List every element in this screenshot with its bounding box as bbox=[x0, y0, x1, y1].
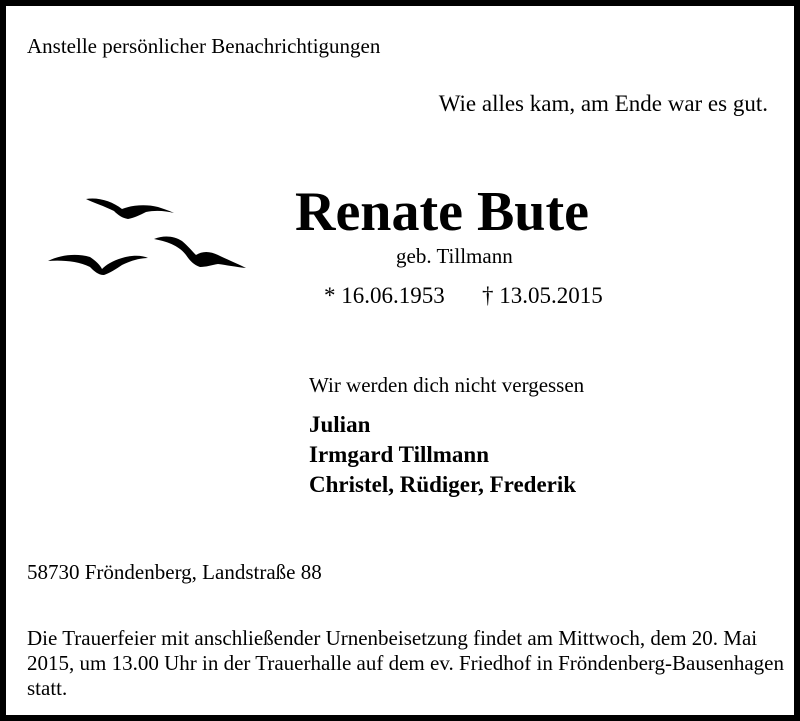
maiden-name: geb. Tillmann bbox=[396, 244, 513, 268]
birth-date: * 16.06.1953 bbox=[324, 283, 445, 308]
bird-icon bbox=[48, 255, 148, 275]
flying-birds-icon bbox=[46, 191, 256, 281]
address: 58730 Fröndenberg, Landstraße 88 bbox=[27, 560, 322, 584]
ceremony-details: Die Trauerfeier mit anschließender Urnenbeisetzung findet am Mittwoch, dem 20. Mai 2015, um 13.00 Uhr in der Trauerhalle auf dem ev. Friedhof in Fröndenberg-Bausenhagen statt. bbox=[27, 626, 785, 700]
mourner-name: Christel, Rüdiger, Frederik bbox=[309, 472, 577, 497]
bird-icon bbox=[154, 237, 246, 268]
deceased-name: Renate Bute bbox=[295, 181, 589, 243]
remembrance-line: Wir werden dich nicht vergessen bbox=[309, 373, 585, 397]
death-date: † 13.05.2015 bbox=[482, 283, 603, 308]
mourner-name: Irmgard Tillmann bbox=[309, 442, 489, 467]
mourner-name: Julian bbox=[309, 412, 371, 437]
intro-text: Anstelle persönlicher Benachrichtigungen bbox=[27, 34, 381, 58]
motto-quote: Wie alles kam, am Ende war es gut. bbox=[438, 91, 768, 116]
bird-icon bbox=[86, 198, 174, 219]
mourners-list bbox=[309, 410, 576, 500]
